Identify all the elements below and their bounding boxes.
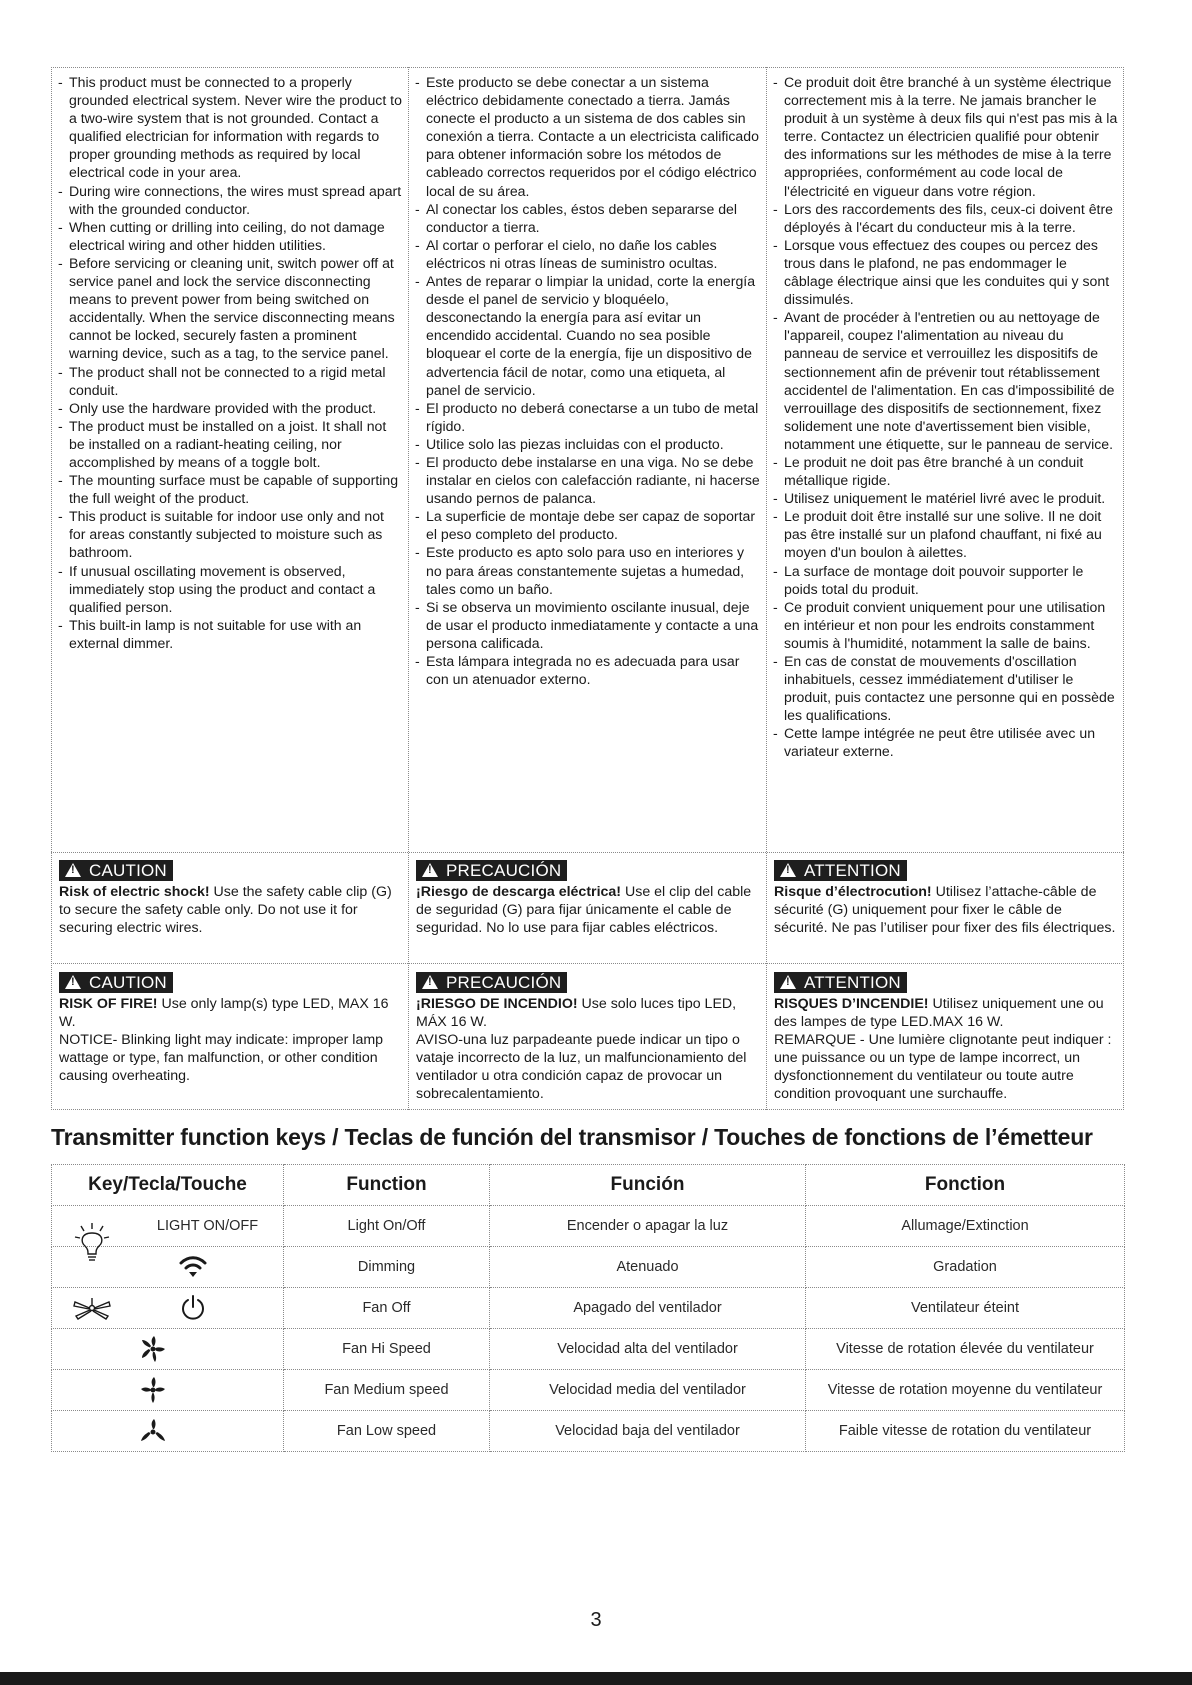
safety-item: - Lorsque vous effectuez des coupes ou percez des trous dans le plafond, ne pas endommager le câblage électrique ainsi que les conduites qui y sont dissimulés.	[773, 236, 1118, 308]
column-french	[766, 67, 1124, 761]
safety-item: - Ce produit convient uniquement pour une utilisation en intérieur et non pour les endroits constamment soumis à l'humidité, notamment la salle de bains.	[773, 598, 1118, 652]
function-es: Apagado del ventilador	[490, 1288, 806, 1329]
fan-medium-icon	[138, 1375, 168, 1405]
header-key: Key/Tecla/Touche	[52, 1165, 284, 1206]
column-spanish	[408, 67, 766, 688]
safety-item: - Ce produit doit être branché à un système électrique correctement mis à la terre. Ne jamais brancher le produit à un système à deux fils qui n'est pas mis à la terre. Contactez un électricien qualifié pour obtenir des informations sur les méthodes de mise à la terre appropriées, conformément au code local de l'électricité en vigueur dans votre région.	[773, 73, 1118, 200]
function-fr: Vitesse de rotation moyenne du ventilateur	[806, 1370, 1125, 1411]
caution-heading: ¡RIESGO DE INCENDIO!	[416, 996, 578, 1012]
function-es: Velocidad baja del ventilador	[490, 1411, 806, 1452]
function-es: Velocidad alta del ventilador	[490, 1329, 806, 1370]
function-keys-table	[51, 1164, 1125, 1452]
warning-triangle-icon	[422, 863, 438, 877]
safety-item: - El producto debe instalarse en una viga. No se debe instalar en cielos con calefacción radiante, ni hacerse usando pernos de palanca.	[415, 453, 760, 507]
function-fr: Vitesse de rotation élevée du ventilateur	[806, 1329, 1125, 1370]
key-cell	[52, 1329, 284, 1370]
dimming-icon	[178, 1255, 208, 1279]
caution-text: Utilisez l’attache-câble de sécurité (G) uniquement pour fixer le câble de sécurité. Ne pas l’utiliser pour fixer des fils électriques.	[774, 884, 1116, 937]
caution-notice: AVISO-una luz parpadeante puede indicar un tipo o vataje incorrecto de la luz, un malfuncionamiento del ventilador u otra condición capaz de provocar un sobrecalentamiento.	[416, 1032, 747, 1103]
column-english	[51, 67, 408, 652]
safety-list-french	[766, 67, 1124, 761]
safety-item: - When cutting or drilling into ceiling, do not damage electrical wiring and other hidden utilities.	[58, 218, 402, 254]
caution-notice: REMARQUE - Une lumière clignotante peut indiquer : une puissance ou un type de lampe incorrect, un dysfonctionnement du ventilateur ou toute autre condition provoquant une surchauffe.	[774, 1032, 1112, 1103]
table-row	[52, 1329, 1125, 1370]
safety-item: - Lors des raccordements des fils, ceux-ci doivent être déployés à l'écart du conducteur mis à la terre.	[773, 200, 1118, 236]
safety-item: - The product shall not be connected to a rigid metal conduit.	[58, 363, 402, 399]
warning-triangle-icon	[65, 863, 81, 877]
safety-item: - Le produit ne doit pas être branché à un conduit métallique rigide.	[773, 453, 1118, 489]
caution-heading: Risque d’électrocution!	[774, 884, 932, 900]
safety-item: - Before servicing or cleaning unit, switch power off at service panel and lock the service disconnecting means to prevent power from being switched on accidentally. When the service disconnecting means cannot be locked, securely fasten a prominent warning device, such as a tag, to the service panel.	[58, 254, 402, 363]
page-bottom-bar	[0, 1672, 1192, 1685]
safety-item: - El producto no deberá conectarse a un tubo de metal rígido.	[415, 399, 760, 435]
caution-text: Use el clip del cable de seguridad (G) para fijar únicamente el cable de seguridad. No lo use para fijar cables eléctricos.	[416, 884, 752, 937]
header-function: Function	[284, 1165, 490, 1206]
warning-triangle-icon	[780, 863, 796, 877]
safety-item: - Si se observa un movimiento oscilante inusual, deje de usar el producto inmediatamente y contacte a una persona calificada.	[415, 598, 760, 652]
fan-high-icon	[138, 1334, 168, 1364]
caution-text: Use the safety cable clip (G) to secure the safety cable only. Do not use it for securing electric wires.	[59, 884, 392, 937]
function-en: Fan Low speed	[284, 1411, 490, 1452]
table-row	[52, 1288, 1125, 1329]
safety-item: - The product must be installed on a joist. It shall not be installed on a radiant-heating ceiling, nor accomplished by means of a toggle bolt.	[58, 417, 402, 471]
caution-shock-spanish	[408, 860, 766, 937]
safety-item: - The mounting surface must be capable of supporting the full weight of the product.	[58, 471, 402, 507]
caution-label: !PRECAUCIÓN	[416, 972, 567, 993]
safety-item: - This product must be connected to a properly grounded electrical system. Never wire the product to a two-wire system that is not grounded. Contact a qualified electrician for information with regards to proper grounding methods as required by local electrical code in your area.	[58, 73, 402, 182]
light-key-label: LIGHT ON/OFF	[156, 1218, 259, 1234]
row-divider	[51, 963, 1124, 964]
safety-item: - Al conectar los cables, éstos deben separarse del conductor a tierra.	[415, 200, 760, 236]
row-divider	[51, 852, 1124, 853]
function-es: Velocidad media del ventilador	[490, 1370, 806, 1411]
caution-heading: RISQUES D’INCENDIE!	[774, 996, 929, 1012]
caution-label: !ATTENTION	[774, 972, 907, 993]
caution-label: !CAUTION	[59, 860, 173, 881]
safety-item: - Only use the hardware provided with the product.	[58, 399, 402, 417]
safety-item: - Le produit doit être installé sur une solive. Il ne doit pas être installé sur un plafond chauffant, ni fixé au moyen d'un boulon à ailettes.	[773, 507, 1118, 561]
fan-low-icon	[138, 1416, 168, 1446]
function-fr: Gradation	[806, 1247, 1125, 1288]
section-title: Transmitter function keys / Teclas de función del transmisor / Touches de fonctions de l’émetteur	[51, 1124, 1093, 1150]
caution-text: Use solo luces tipo LED, MÁX 16 W.	[416, 996, 737, 1031]
function-en: Dimming	[284, 1247, 490, 1288]
function-fr: Faible vitesse de rotation du ventilateur	[806, 1411, 1125, 1452]
header-funcion: Función	[490, 1165, 806, 1206]
safety-item: - If unusual oscillating movement is observed, immediately stop using the product and contact a qualified person.	[58, 562, 402, 616]
function-en: Light On/Off	[284, 1206, 490, 1247]
safety-item: - Este producto es apto solo para uso en interiores y no para áreas constantemente sujetas a humedad, tales como un baño.	[415, 543, 760, 597]
caution-fire-spanish	[408, 972, 766, 1104]
key-cell	[52, 1370, 284, 1411]
safety-item: - Esta lámpara integrada no es adecuada para usar con un atenuador externo.	[415, 652, 760, 688]
caution-label: !PRECAUCIÓN	[416, 860, 567, 881]
caution-text: Use only lamp(s) type LED, MAX 16 W.	[59, 996, 389, 1031]
key-cell	[52, 1288, 284, 1329]
table-row	[52, 1206, 1125, 1247]
function-es: Encender o apagar la luz	[490, 1206, 806, 1247]
caution-heading: ¡Riesgo de descarga eléctrica!	[416, 884, 622, 900]
caution-heading: Risk of electric shock!	[59, 884, 210, 900]
warning-triangle-icon	[65, 975, 81, 989]
caution-notice: NOTICE- Blinking light may indicate: improper lamp wattage or type, fan malfunction, or other condition causing overheating.	[59, 1032, 384, 1085]
caution-fire-french	[766, 972, 1124, 1104]
safety-item: - During wire connections, the wires must spread apart with the grounded conductor.	[58, 182, 402, 218]
page-number: 3	[590, 1609, 602, 1631]
function-es: Atenuado	[490, 1247, 806, 1288]
caution-label: !CAUTION	[59, 972, 173, 993]
safety-item: - This product is suitable for indoor use only and not for areas constantly subjected to moisture such as bathroom.	[58, 507, 402, 561]
warning-triangle-icon	[780, 975, 796, 989]
caution-shock-french	[766, 860, 1124, 937]
caution-fire-english	[51, 972, 408, 1085]
safety-item: - Al cortar o perforar el cielo, no dañe los cables eléctricos ni otras líneas de suministro ocultas.	[415, 236, 760, 272]
safety-item: - Antes de reparar o limpiar la unidad, corte la energía desde el panel de servicio y bloquéelo, desconectando la energía para así evitar un encendido accidental. Cuando no sea posible bloquear el corte de la energía, fije un dispositivo de advertencia fácil de notar, como una etiqueta, al panel de servicio.	[415, 272, 760, 399]
warning-triangle-icon	[422, 975, 438, 989]
key-cell	[52, 1206, 284, 1247]
function-fr: Allumage/Extinction	[806, 1206, 1125, 1247]
function-en: Fan Off	[284, 1288, 490, 1329]
safety-item: - Utilice solo las piezas incluidas con el producto.	[415, 435, 760, 453]
table-row	[52, 1411, 1125, 1452]
table-row	[52, 1247, 1125, 1288]
key-cell	[52, 1411, 284, 1452]
safety-item: - La superficie de montaje debe ser capaz de soportar el peso completo del producto.	[415, 507, 760, 543]
ceiling-fan-icon	[72, 1296, 112, 1320]
caution-label: !ATTENTION	[774, 860, 907, 881]
safety-list-english	[51, 67, 408, 652]
table-row	[52, 1370, 1125, 1411]
caution-shock-english	[51, 860, 408, 937]
safety-item: - La surface de montage doit pouvoir supporter le poids total du produit.	[773, 562, 1118, 598]
safety-item: - Cette lampe intégrée ne peut être utilisée avec un variateur externe.	[773, 724, 1118, 760]
safety-item: - Utilisez uniquement le matériel livré avec le produit.	[773, 489, 1118, 507]
table-header-row	[52, 1165, 1125, 1206]
function-en: Fan Hi Speed	[284, 1329, 490, 1370]
function-fr: Ventilateur éteint	[806, 1288, 1125, 1329]
safety-item: - This built-in lamp is not suitable for use with an external dimmer.	[58, 616, 402, 652]
power-icon	[179, 1294, 207, 1322]
caution-heading: RISK OF FIRE!	[59, 996, 158, 1012]
function-en: Fan Medium speed	[284, 1370, 490, 1411]
key-cell	[52, 1247, 284, 1288]
safety-item: - Este producto se debe conectar a un sistema eléctrico debidamente conectado a tierra. Jamás conecte el producto a un sistema de dos cables sin conexión a tierra. Contacte a un electricista calificado para obtener información sobre los métodos de cableado correctos requeridos por el código eléctrico local de su área.	[415, 73, 760, 200]
safety-item: - Avant de procéder à l'entretien ou au nettoyage de l'appareil, coupez l'alimentation au niveau du panneau de service et verrouillez les dispositifs de sectionnement afin de prévenir tout rétablissement accidentel de l'alimentation. En cas d'impossibilité de verrouillage des dispositifs de sectionnement, fixez solidement une note d'avertissement bien visible, notamment une étiquette, sur le panneau de service.	[773, 308, 1118, 453]
header-fonction: Fonction	[806, 1165, 1125, 1206]
caution-text: Utilisez uniquement une ou des lampes de type LED.MAX 16 W.	[774, 996, 1104, 1031]
safety-list-spanish	[408, 67, 766, 688]
safety-item: - En cas de constat de mouvements d'oscillation inhabituels, cessez immédiatement d'utiliser le produit, puis contactez une personne qui en possède les qualifications.	[773, 652, 1118, 724]
